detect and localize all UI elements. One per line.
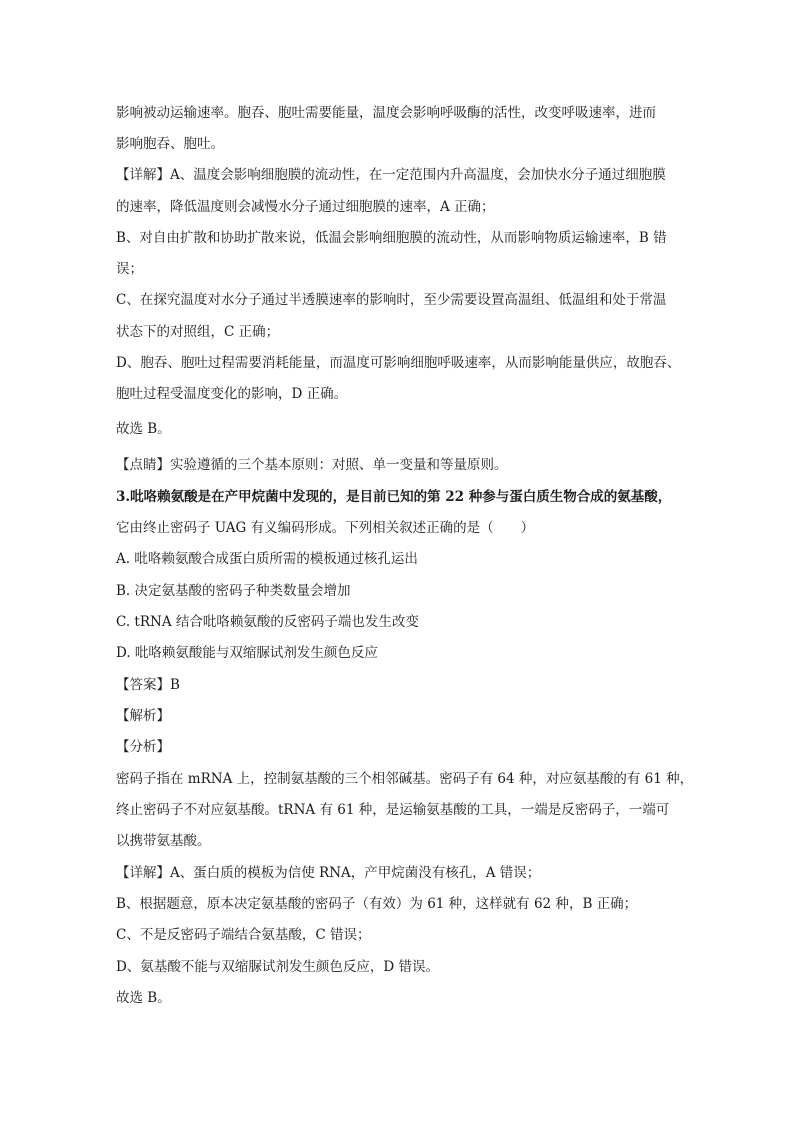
section-label-dianjing: 【点睛】实验遵循的三个基本原则：对照、单一变量和等量原则。 — [116, 457, 508, 473]
text-line: 胞吐过程受温度变化的影响，D 正确。 — [116, 386, 348, 402]
text-line: 影响胞吞、胞吐。 — [116, 136, 224, 152]
text-line: 影响被动运输速率。胞吞、胞吐需要能量，温度会影响呼吸酶的活性，改变呼吸速率，进而 — [116, 105, 656, 121]
text-line: 密码子指在 mRNA 上，控制氨基酸的三个相邻碱基。密码子有 64 种，对应氨基酸的有 61 种， — [116, 771, 694, 787]
section-label-jiexi: 【解析】 — [116, 708, 170, 724]
question-stem: 3.吡咯赖氨酸是在产甲烷菌中发现的，是目前已知的第 22 种参与蛋白质生物合成的氨基酸， — [116, 489, 672, 505]
option-b: B. 决定氨基酸的密码子种类数量会增加 — [116, 583, 351, 599]
option-c: C. tRNA 结合吡咯赖氨酸的反密码子端也发生改变 — [116, 614, 419, 630]
text-line: 的速率，降低温度则会减慢水分子通过细胞膜的速率，A 正确； — [116, 199, 495, 215]
text-line: 终止密码子不对应氨基酸。tRNA 有 61 种，是运输氨基酸的工具，一端是反密码子，一端可 — [116, 802, 670, 818]
text-line: 故选 B。 — [116, 421, 171, 437]
text-line: 状态下的对照组，C 正确； — [116, 324, 280, 340]
answer-label: 【答案】B — [116, 677, 180, 693]
option-d: D. 吡咯赖氨酸能与双缩脲试剂发生颜色反应 — [116, 645, 378, 661]
text-line: C、在探究温度对水分子通过半透膜速率的影响时，至少需要设置高温组、低温组和处于常温 — [116, 292, 667, 308]
text-line: B、对自由扩散和协助扩散来说，低温会影响细胞膜的流动性，从而影响物质运输速率，B 错 — [116, 230, 667, 246]
text-line: C、不是反密码子端结合氨基酸，C 错误； — [116, 927, 371, 943]
text-line: D、胞吞、胞吐过程需要消耗能量，而温度可影响细胞呼吸速率，从而影响能量供应，故胞吞、 — [116, 355, 681, 371]
text-line: 误； — [116, 261, 143, 277]
option-a: A. 吡咯赖氨酸合成蛋白质所需的模板通过核孔运出 — [116, 551, 418, 567]
section-label-fenxi: 【分析】 — [116, 739, 170, 755]
text-line: 以携带氨基酸。 — [116, 833, 211, 849]
text-line: B、根据题意，原本决定氨基酸的密码子（有效）为 61 种，这样就有 62 种，B 正确； — [116, 896, 638, 912]
text-line: D、氨基酸不能与双缩脲试剂发生颜色反应，D 错误。 — [116, 959, 439, 975]
text-line: 【详解】A、蛋白质的模板为信使 RNA，产甲烷菌没有核孔，A 错误； — [116, 865, 541, 881]
question-stem: 它由终止密码子 UAG 有义编码形成。下列相关叙述正确的是（ ） — [116, 520, 535, 536]
text-line: 【详解】A、温度会影响细胞膜的流动性，在一定范围内升高温度，会加快水分子通过细胞膜 — [116, 167, 666, 183]
text-line: 故选 B。 — [116, 990, 171, 1006]
